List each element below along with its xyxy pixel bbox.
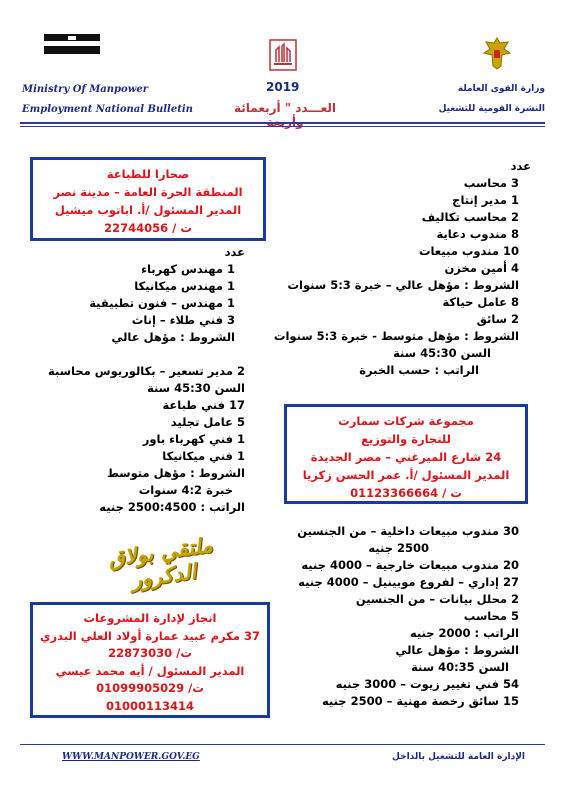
right-column [269, 158, 531, 379]
website-link[interactable]: WWW.MANPOWER.GOV.EG [62, 752, 200, 762]
company-box-projects [30, 602, 270, 718]
list-item: 1 فني ميكانيكا [162, 449, 245, 463]
list-item: الشروط : مؤهل عالي [111, 330, 235, 344]
column-heading: عدد [224, 245, 245, 259]
list-item: الشروط : مؤهل عالي [395, 643, 519, 657]
list-item: 1 مدير إنتاج [452, 193, 519, 207]
list-item: 2500 جنيه [368, 541, 429, 555]
spacer [25, 346, 245, 363]
company-phone: ت / 22744056 [104, 221, 192, 235]
company-phone: ت/ 22873030 [108, 646, 192, 660]
company-address: المنطقة الحرة العامة – مدينة نصر [53, 185, 243, 199]
list-item: 1 مهندس ميكانيكا [134, 279, 235, 293]
right-column-2 [269, 523, 519, 710]
list-item: السن 45:30 سنة [147, 381, 245, 395]
list-item: 8 عامل حياكة [442, 295, 519, 309]
list-item: 2 مدير تسعير – بكالوريوس محاسبة [48, 364, 245, 378]
list-item: 27 إداري – لفروع موبينيل – 4000 جنيه [298, 575, 519, 589]
ministry-ar: وزارة القوى العاملة [457, 84, 545, 94]
company-name: مجموعة شركات سمارت [338, 414, 474, 428]
footer-rule [20, 744, 545, 745]
list-item: 1 فني كهرباء باور [142, 432, 245, 446]
list-item: 1 مهندس كهرباء [141, 262, 235, 276]
eagle-icon [480, 34, 514, 72]
list-item: 3 محاسب [463, 176, 519, 190]
list-item: 15 سائق رخصة مهنية – 2500 جنيه [321, 694, 519, 708]
list-item: 2 محلل بيانات – من الجنسين [355, 592, 519, 606]
list-item: 2 محاسب تكاليف [421, 210, 519, 224]
issue-number: العـــدد " أربعمائة وأربعة [233, 101, 337, 129]
list-item: السن 45:30 سنة [393, 346, 491, 360]
bulletin-ar: النشرة القومية للتشغيل [438, 104, 545, 114]
company-activity: للتجارة والتوزيع [361, 432, 451, 446]
forum-title: ملتقي بولاق الدكرور [106, 532, 214, 593]
list-item: 5 محاسب [463, 609, 519, 623]
list-item: 4 أمين مخزن [444, 261, 519, 275]
company-box-sahara [30, 157, 266, 241]
list-item: الراتب : 2500:4500 جنيه [99, 500, 245, 514]
company-phone: ت/ 01099905029 [96, 681, 204, 695]
list-item: 54 فني تغيير زيوت – 3000 جنيه [335, 677, 519, 691]
list-item: الشروط : مؤهل متوسط - خبرة 5:3 سنوات [273, 329, 519, 343]
directorate-name: الإدارة العامة للتشغيل بالداخل [392, 752, 525, 762]
list-item: 10 مندوب مبيعات [418, 244, 519, 258]
header-rule [20, 122, 545, 124]
list-item: 17 فني طباعة [162, 398, 245, 412]
list-item: 1 مهندس – فنون تطبيقية [89, 296, 235, 310]
company-phone: ت / 01123366664 [350, 486, 462, 500]
header-rule-thin [20, 126, 545, 127]
list-item: السن 40:35 سنة [411, 660, 509, 674]
list-item: 2 سائق [476, 312, 519, 326]
company-address: 37 مكرم عبيد عمارة أولاد العلي البدري [39, 628, 260, 643]
list-item: 5 عامل تجليد [170, 415, 245, 429]
bulletin-en: Employment National Bulletin [22, 104, 193, 115]
company-manager: المدير المسئول / أيه محمد عيسي [55, 663, 245, 678]
list-item: 8 مندوب دعاية [436, 227, 519, 241]
ministry-en: Ministry Of Manpower [22, 84, 148, 95]
list-item: الشروط : مؤهل عالي – خبرة 5:3 سنوات [287, 278, 519, 292]
list-item: الراتب : حسب الخبرة [359, 363, 479, 377]
company-phone: 01000113414 [105, 698, 195, 713]
emblem-icon [268, 38, 298, 72]
company-name: انجاز لإدارة المشروعات [83, 611, 217, 625]
company-manager: المدير المسئول /أ. اباتوب ميشيل [54, 203, 242, 217]
company-manager: المدير المسئول /أ. عمر الحسن زكريا [302, 468, 510, 482]
column-heading: عدد [510, 159, 531, 173]
list-item: 20 مندوب مبيعات خارجية – 4000 جنيه [301, 558, 519, 572]
list-item: خبرة 4:2 سنوات [138, 483, 233, 497]
company-name: صحارا للطباعة [106, 167, 190, 181]
company-address: 24 شارع الميرغني – مصر الجديدة [310, 450, 502, 464]
flag-icon [42, 32, 102, 56]
list-item: 30 مندوب مبيعات داخلية – من الجنسين [297, 524, 519, 538]
list-item: الشروط : مؤهل متوسط [106, 466, 245, 480]
company-box-smart [284, 404, 528, 504]
issue-year: 2019 [266, 80, 300, 94]
left-column [25, 244, 245, 516]
list-item: الراتب : 2000 جنيه [409, 626, 519, 640]
list-item: 3 فني طلاء – إناث [131, 313, 235, 327]
